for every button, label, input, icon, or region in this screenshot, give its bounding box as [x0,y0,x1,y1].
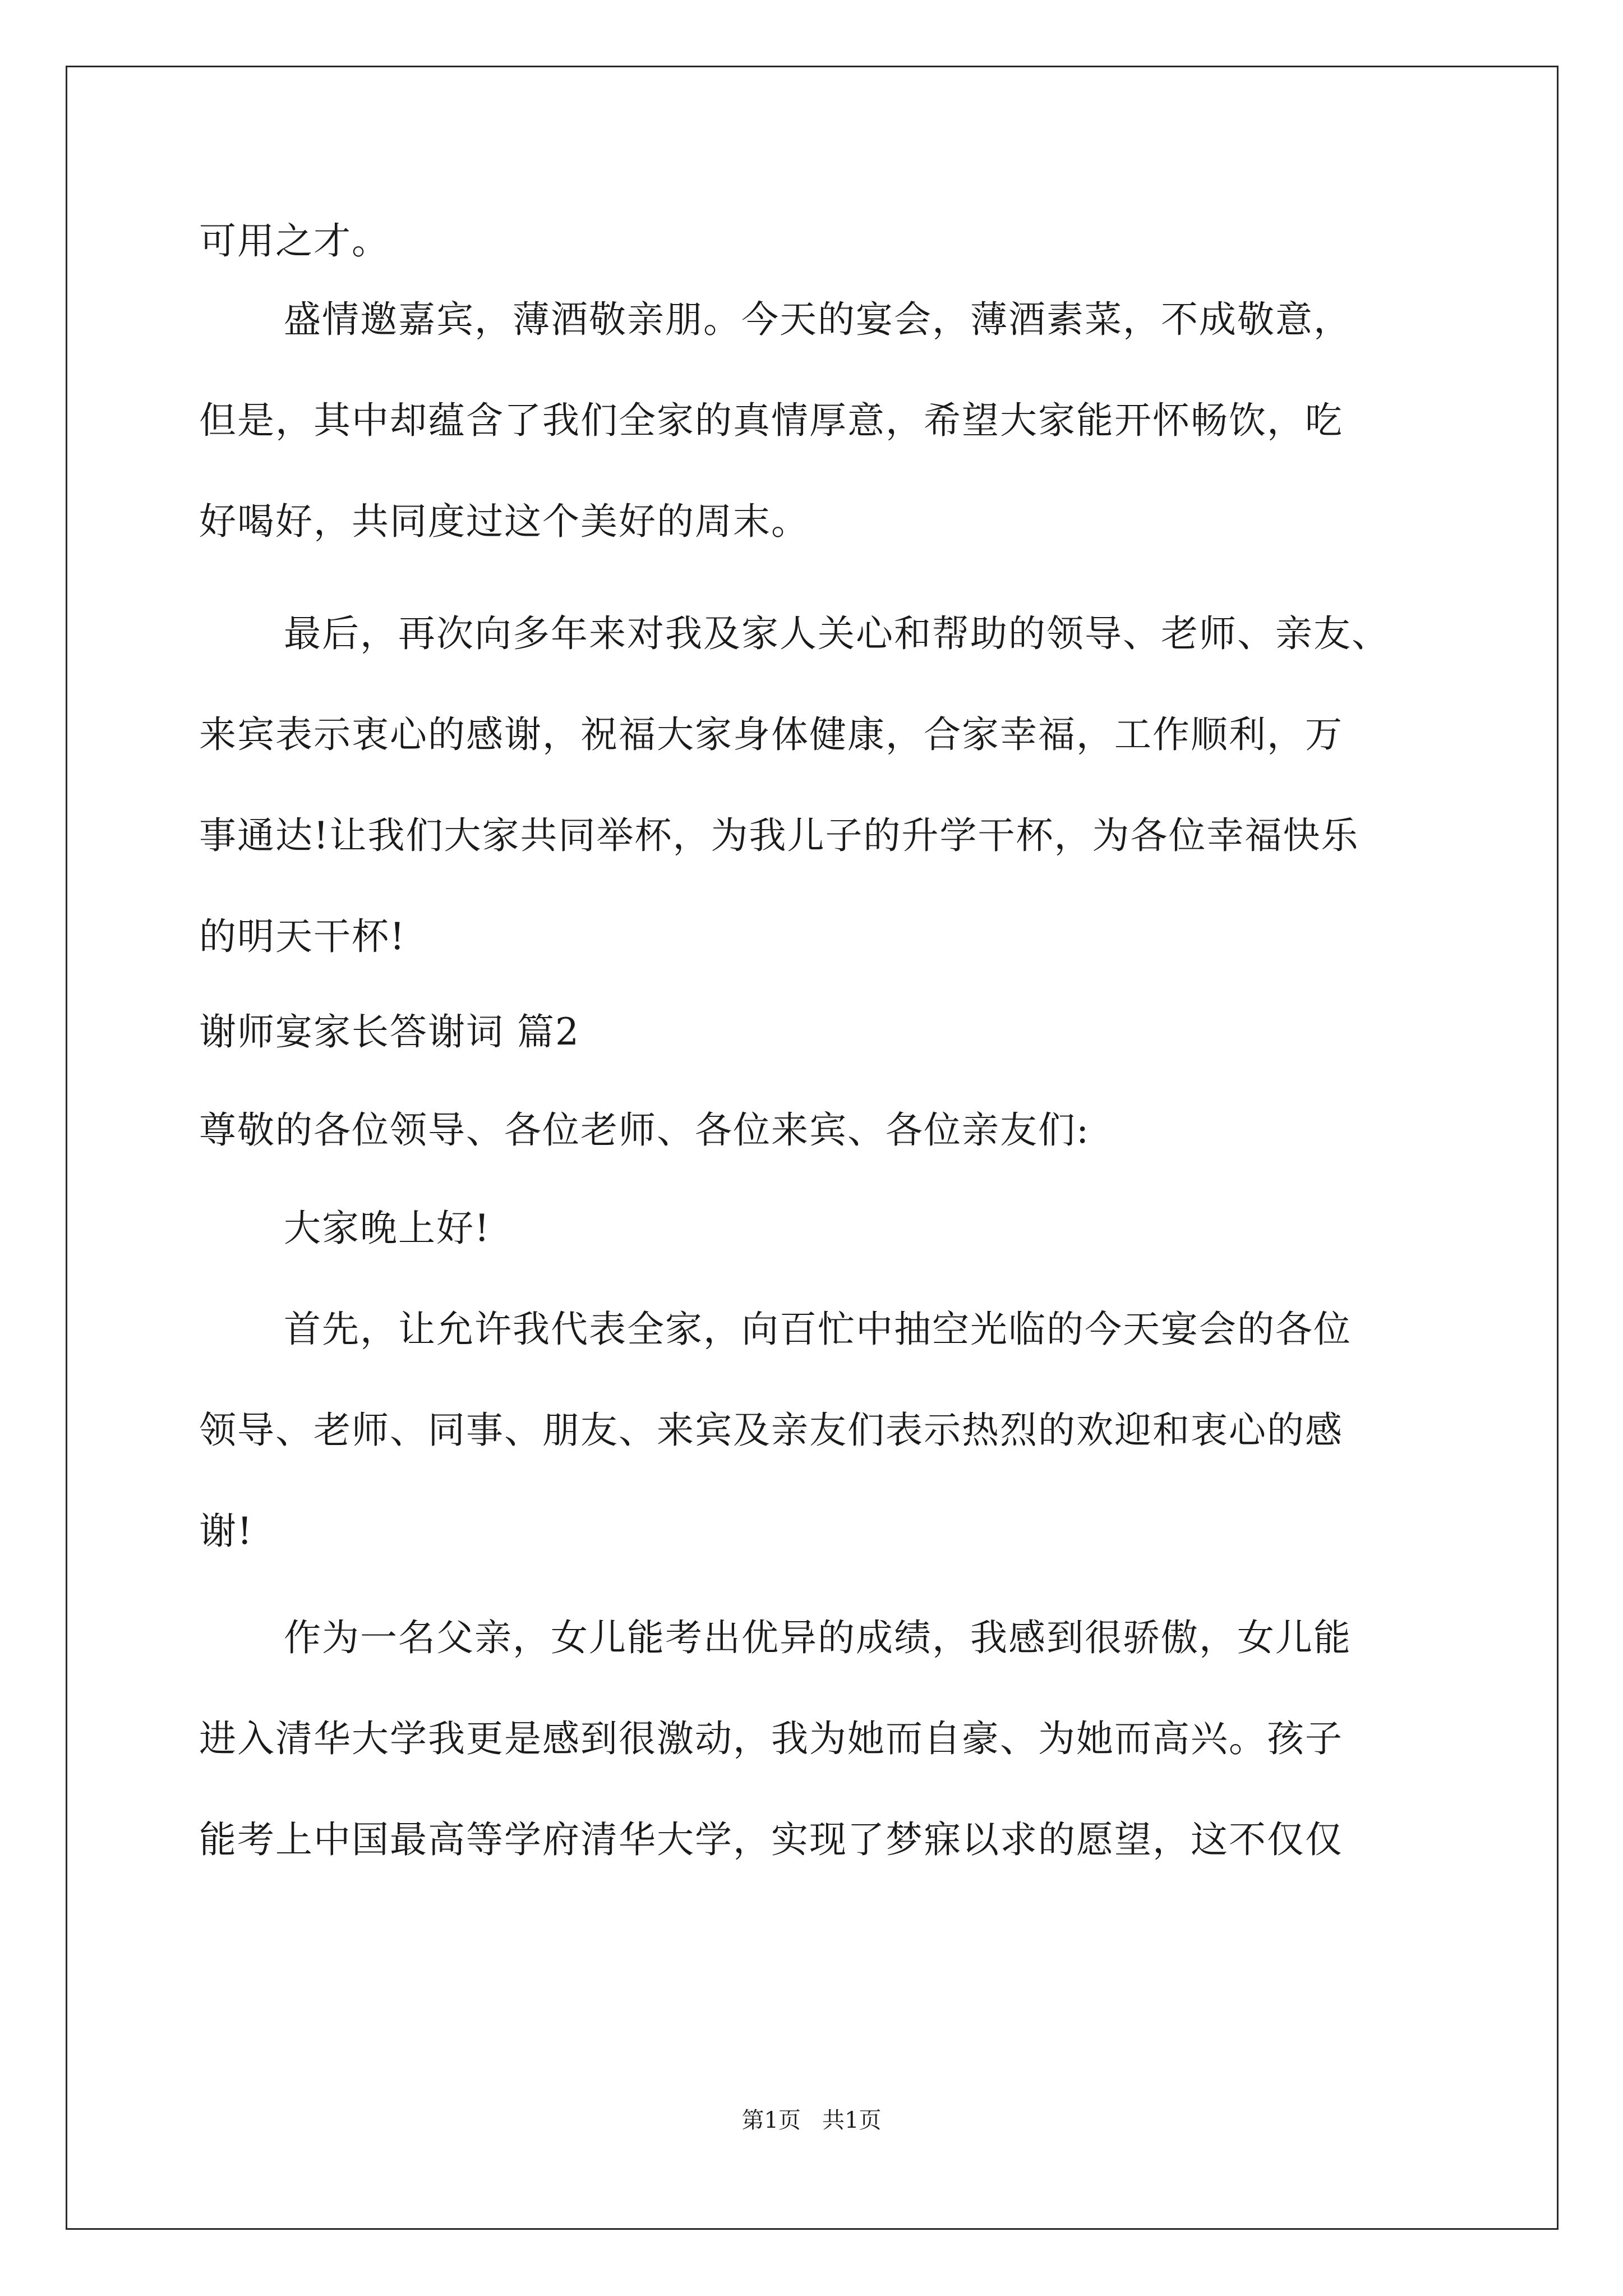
page-number-footer: 第1页 共1页 [741,2108,882,2133]
paragraph-line-invitation: 盛情邀嘉宾，薄酒敬亲朋。今天的宴会，薄酒素菜，不成敬意， [284,298,1352,341]
paragraph-line-father-cont-1: 进入清华大学我更是感到很激动，我为她而自豪、为她而高兴。孩子 [199,1717,1343,1760]
paragraph-line-thanks-cont-1: 来宾表示衷心的感谢，祝福大家身体健康，合家幸福，工作顺利，万 [199,713,1343,756]
paragraph-line-closing-fragment: 可用之才。 [199,219,390,263]
section-heading: 谢师宴家长答谢词 篇2 [199,1010,580,1053]
paragraph-line-welcome-cont-2: 谢! [199,1510,253,1553]
salutation-line: 尊敬的各位领导、各位老师、各位来宾、各位亲友们: [199,1108,1090,1152]
paragraph-line-father: 作为一名父亲，女儿能考出优异的成绩，我感到很骄傲，女儿能 [284,1616,1352,1659]
paragraph-line-welcome: 首先，让允许我代表全家，向百忙中抽空光临的今天宴会的各位 [284,1308,1352,1351]
paragraph-line-thanks-cont-3: 的明天干杯! [199,915,406,958]
paragraph-line-father-cont-2: 能考上中国最高等学府清华大学，实现了梦寐以求的愿望，这不仅仅 [199,1818,1343,1861]
paragraph-line-invitation-cont-2: 好喝好，共同度过这个美好的周末。 [199,500,809,543]
paragraph-line-invitation-cont-1: 但是，其中却蕴含了我们全家的真情厚意，希望大家能开怀畅饮，吃 [199,399,1343,442]
paragraph-line-thanks: 最后，再次向多年来对我及家人关心和帮助的领导、老师、亲友、 [284,612,1390,655]
paragraph-line-welcome-cont-1: 领导、老师、同事、朋友、来宾及亲友们表示热烈的欢迎和衷心的感 [199,1409,1343,1452]
greeting-line: 大家晚上好! [284,1207,491,1250]
paragraph-line-thanks-cont-2: 事通达!让我们大家共同举杯，为我儿子的升学干杯，为各位幸福快乐 [199,814,1359,857]
